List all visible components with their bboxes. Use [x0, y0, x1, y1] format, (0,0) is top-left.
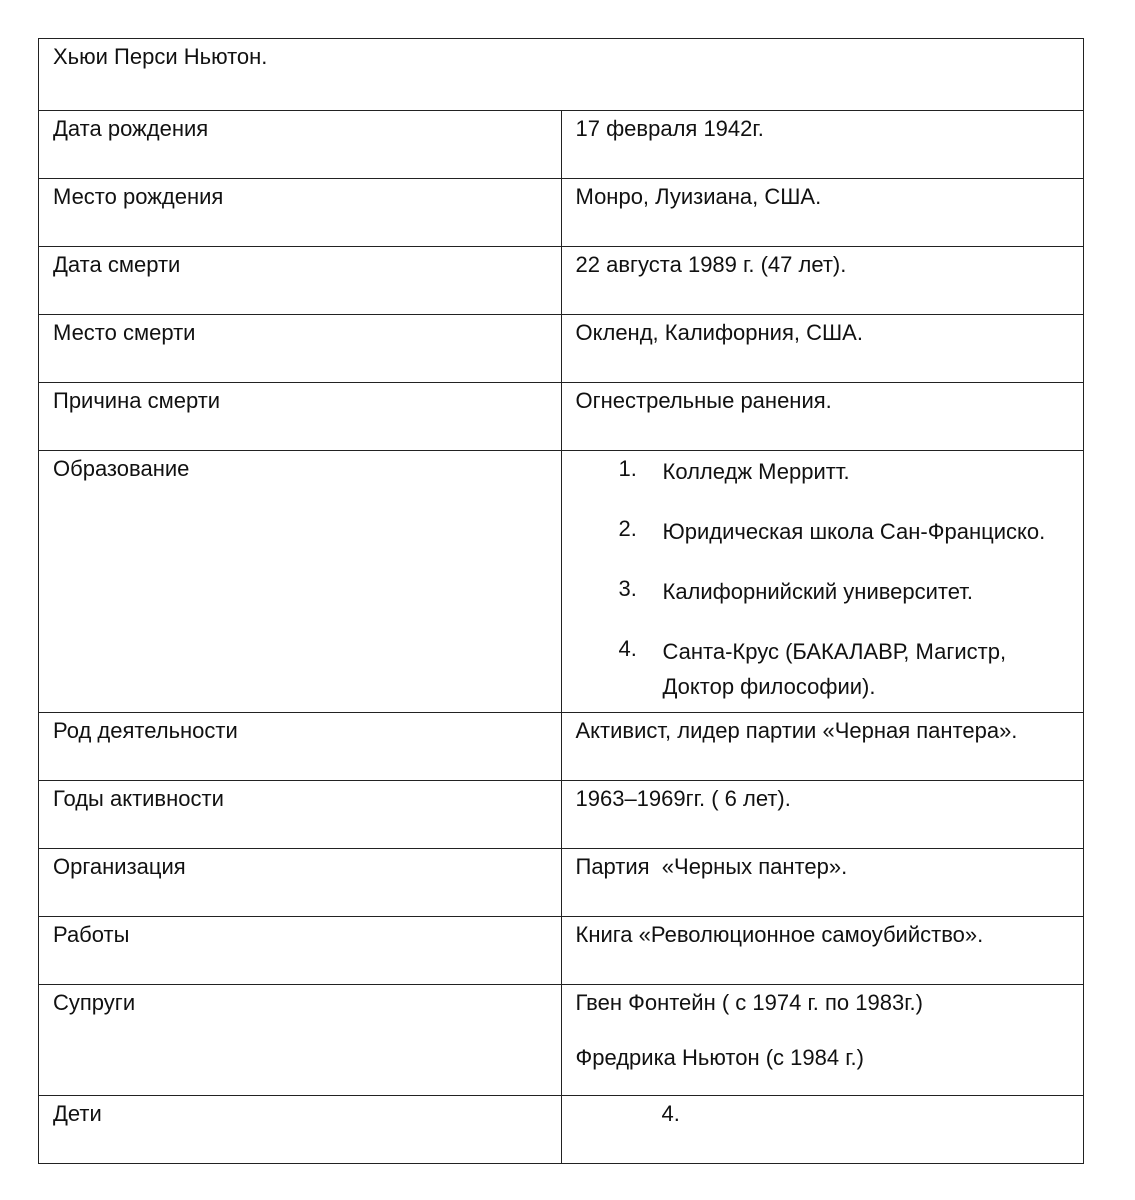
list-item-number: 1. [618, 456, 637, 481]
works-label: Работы [39, 917, 562, 985]
organization-label: Организация [39, 849, 562, 917]
table-row [39, 781, 1084, 849]
table-row [39, 1096, 1084, 1164]
death-date-value: 22 августа 1989 г. (47 лет). [561, 247, 1084, 315]
birth-place-label: Место рождения [39, 179, 562, 247]
education-list [576, 454, 1070, 704]
list-item [619, 514, 1070, 549]
death-cause-value: Огнестрельные ранения. [561, 383, 1084, 451]
spouse-entry: Фредрика Ньютон (с 1984 г.) [575, 1045, 864, 1070]
person-name: Хьюи Перси Ньютон. [39, 39, 1084, 111]
death-place-value: Окленд, Калифорния, США. [561, 315, 1084, 383]
table-row [39, 849, 1084, 917]
table-row [39, 985, 1084, 1096]
education-label: Образование [39, 451, 562, 713]
active-years-label: Годы активности [39, 781, 562, 849]
death-place-label: Место смерти [39, 315, 562, 383]
spouses-label: Супруги [39, 985, 562, 1096]
death-cause-label: Причина смерти [39, 383, 562, 451]
list-item-text: Санта-Крус (БАКАЛАВР, Магистр, Доктор философии). [662, 639, 1007, 699]
education-value [561, 451, 1084, 713]
list-item-number: 3. [618, 576, 637, 601]
table-row [39, 383, 1084, 451]
children-label: Дети [39, 1096, 562, 1164]
table-row [39, 713, 1084, 781]
table-row [39, 179, 1084, 247]
list-item [619, 574, 1070, 609]
list-item [619, 634, 1070, 704]
birth-date-value: 17 февраля 1942г. [561, 111, 1084, 179]
children-value-cell [561, 1096, 1084, 1164]
children-value: 4. [661, 1101, 680, 1126]
list-item [619, 454, 1070, 489]
list-item-text: Колледж Мерритт. [662, 459, 850, 484]
list-item-number: 2. [618, 516, 637, 541]
table-row [39, 451, 1084, 713]
biography-table [38, 38, 1084, 1164]
works-value: Книга «Революционное самоубийство». [561, 917, 1084, 985]
birth-place-value: Монро, Луизиана, США. [561, 179, 1084, 247]
table-row [39, 315, 1084, 383]
occupation-label: Род деятельности [39, 713, 562, 781]
list-item-text: Юридическая школа Сан-Франциско. [662, 519, 1046, 544]
table-row [39, 247, 1084, 315]
active-years-value: 1963–1969гг. ( 6 лет). [561, 781, 1084, 849]
list-item-number: 4. [618, 636, 637, 661]
table-row [39, 111, 1084, 179]
death-date-label: Дата смерти [39, 247, 562, 315]
spouses-value [561, 985, 1084, 1096]
organization-value: Партия «Черных пантер». [561, 849, 1084, 917]
table-row [39, 917, 1084, 985]
spouse-entry: Гвен Фонтейн ( с 1974 г. по 1983г.) [575, 990, 923, 1015]
list-item-text: Калифорнийский университет. [662, 579, 974, 604]
occupation-value: Активист, лидер партии «Черная пантера». [561, 713, 1084, 781]
birth-date-label: Дата рождения [39, 111, 562, 179]
title-row [39, 39, 1084, 111]
